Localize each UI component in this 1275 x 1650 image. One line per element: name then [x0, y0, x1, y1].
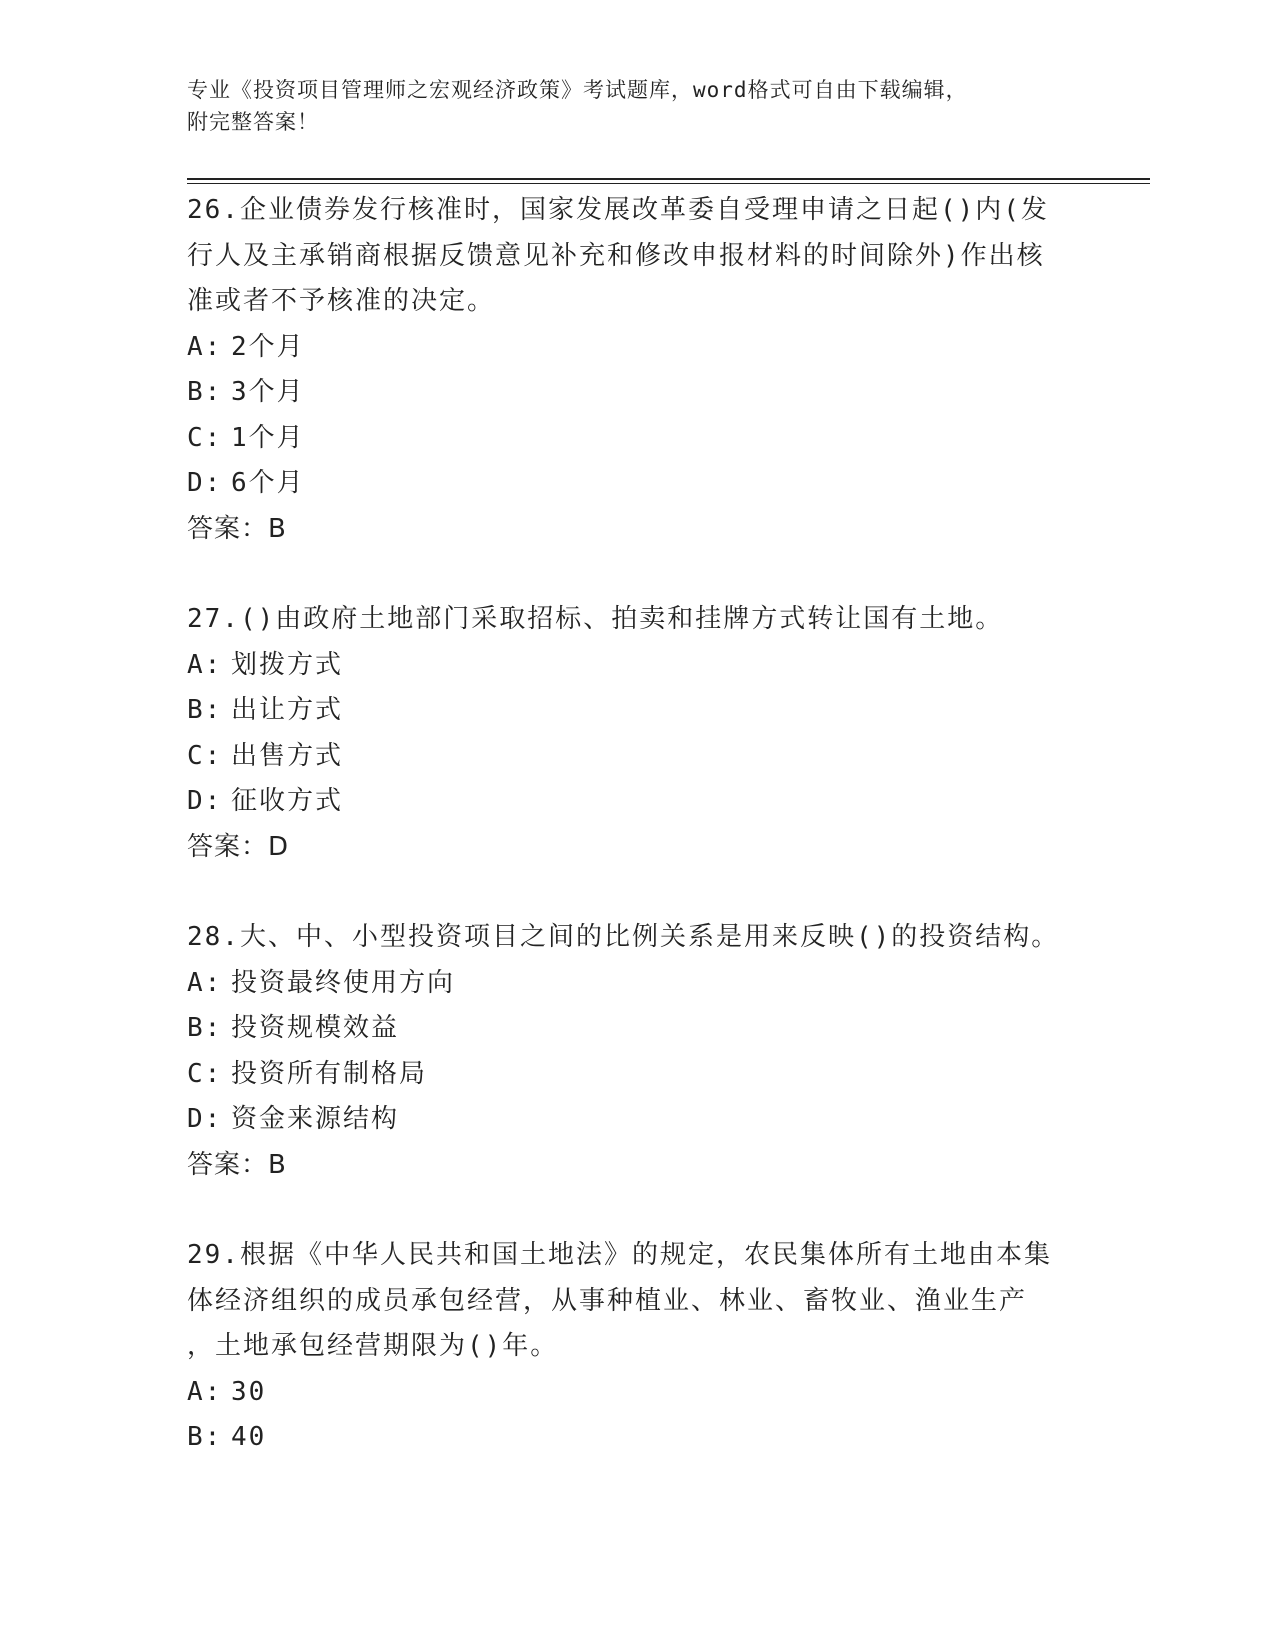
- question-stem-line: ，土地承包经营期限为()年。: [187, 1331, 559, 1361]
- option-text: 1个月: [231, 422, 305, 453]
- option-key: A:: [187, 1376, 223, 1407]
- question-stem: [187, 1233, 1087, 1370]
- question-stem-line: 行人及主承销商根据反馈意见补充和修改申报材料的时间除外)作出核: [187, 240, 1045, 271]
- question-stem-line: 26.企业债券发行核准时，国家发展改革委自受理申请之日起()内(发: [187, 195, 1049, 225]
- question-26: [187, 188, 1087, 552]
- option-text: 3个月: [231, 377, 305, 407]
- question-spacer: [187, 870, 1087, 915]
- option-key: B:: [187, 1013, 223, 1043]
- header-divider-thick: [187, 178, 1150, 180]
- option-text: 2个月: [231, 331, 305, 362]
- option-text: 出售方式: [231, 740, 344, 771]
- option-b: [187, 1415, 1087, 1461]
- option-text: 30: [231, 1376, 267, 1407]
- option-key: B:: [187, 1422, 223, 1452]
- question-stem: [187, 597, 1087, 643]
- question-list: [187, 188, 1087, 1461]
- question-29: [187, 1233, 1087, 1461]
- option-text: 资金来源结构: [231, 1104, 400, 1134]
- question-stem: [187, 188, 1087, 325]
- option-d: [187, 461, 1087, 507]
- option-c: [187, 734, 1087, 780]
- option-key: A:: [187, 649, 223, 680]
- question-spacer: [187, 1188, 1087, 1233]
- option-text: 出让方式: [231, 695, 344, 725]
- option-a: [187, 961, 1087, 1007]
- option-key: B:: [187, 377, 223, 407]
- option-key: D:: [187, 468, 223, 498]
- answer-line: 答案：B: [187, 1149, 287, 1180]
- option-a: [187, 643, 1087, 689]
- option-c: [187, 1052, 1087, 1098]
- option-d: [187, 779, 1087, 825]
- document-header: [187, 74, 1087, 138]
- option-key: A:: [187, 967, 223, 998]
- question-stem-line: 准或者不予核准的决定。: [187, 286, 496, 316]
- option-key: C:: [187, 1058, 223, 1089]
- option-a: [187, 325, 1087, 371]
- option-a: [187, 1370, 1087, 1416]
- header-line-2: 附完整答案！: [187, 110, 319, 134]
- option-key: D:: [187, 1104, 223, 1134]
- question-stem: [187, 915, 1087, 961]
- option-text: 投资最终使用方向: [231, 967, 456, 998]
- option-c: [187, 416, 1087, 462]
- question-28: [187, 915, 1087, 1188]
- option-text: 投资所有制格局: [231, 1058, 428, 1089]
- option-key: A:: [187, 331, 223, 362]
- option-text: 划拨方式: [231, 649, 344, 680]
- option-b: [187, 1006, 1087, 1052]
- answer-line: 答案：D: [187, 831, 290, 862]
- option-b: [187, 688, 1087, 734]
- option-d: [187, 1097, 1087, 1143]
- question-stem-line: 29.根据《中华人民共和国土地法》的规定，农民集体所有土地由本集: [187, 1240, 1052, 1270]
- question-spacer: [187, 552, 1087, 597]
- option-key: C:: [187, 740, 223, 771]
- question-stem-line: 27.()由政府土地部门采取招标、拍卖和挂牌方式转让国有土地。: [187, 604, 1004, 634]
- answer-line: 答案：B: [187, 513, 287, 544]
- question-27: [187, 597, 1087, 870]
- option-text: 6个月: [231, 468, 305, 498]
- option-b: [187, 370, 1087, 416]
- option-key: B:: [187, 695, 223, 725]
- header-divider-thin: [187, 183, 1150, 184]
- header-line-1: 专业《投资项目管理师之宏观经济政策》考试题库，word格式可自由下载编辑，: [187, 78, 968, 102]
- question-stem-line: 28.大、中、小型投资项目之间的比例关系是用来反映()的投资结构。: [187, 922, 1060, 952]
- option-text: 投资规模效益: [231, 1013, 400, 1043]
- option-key: D:: [187, 786, 223, 816]
- option-text: 征收方式: [231, 786, 344, 816]
- option-text: 40: [231, 1422, 267, 1452]
- question-stem-line: 体经济组织的成员承包经营，从事种植业、林业、畜牧业、渔业生产: [187, 1285, 1028, 1316]
- option-key: C:: [187, 422, 223, 453]
